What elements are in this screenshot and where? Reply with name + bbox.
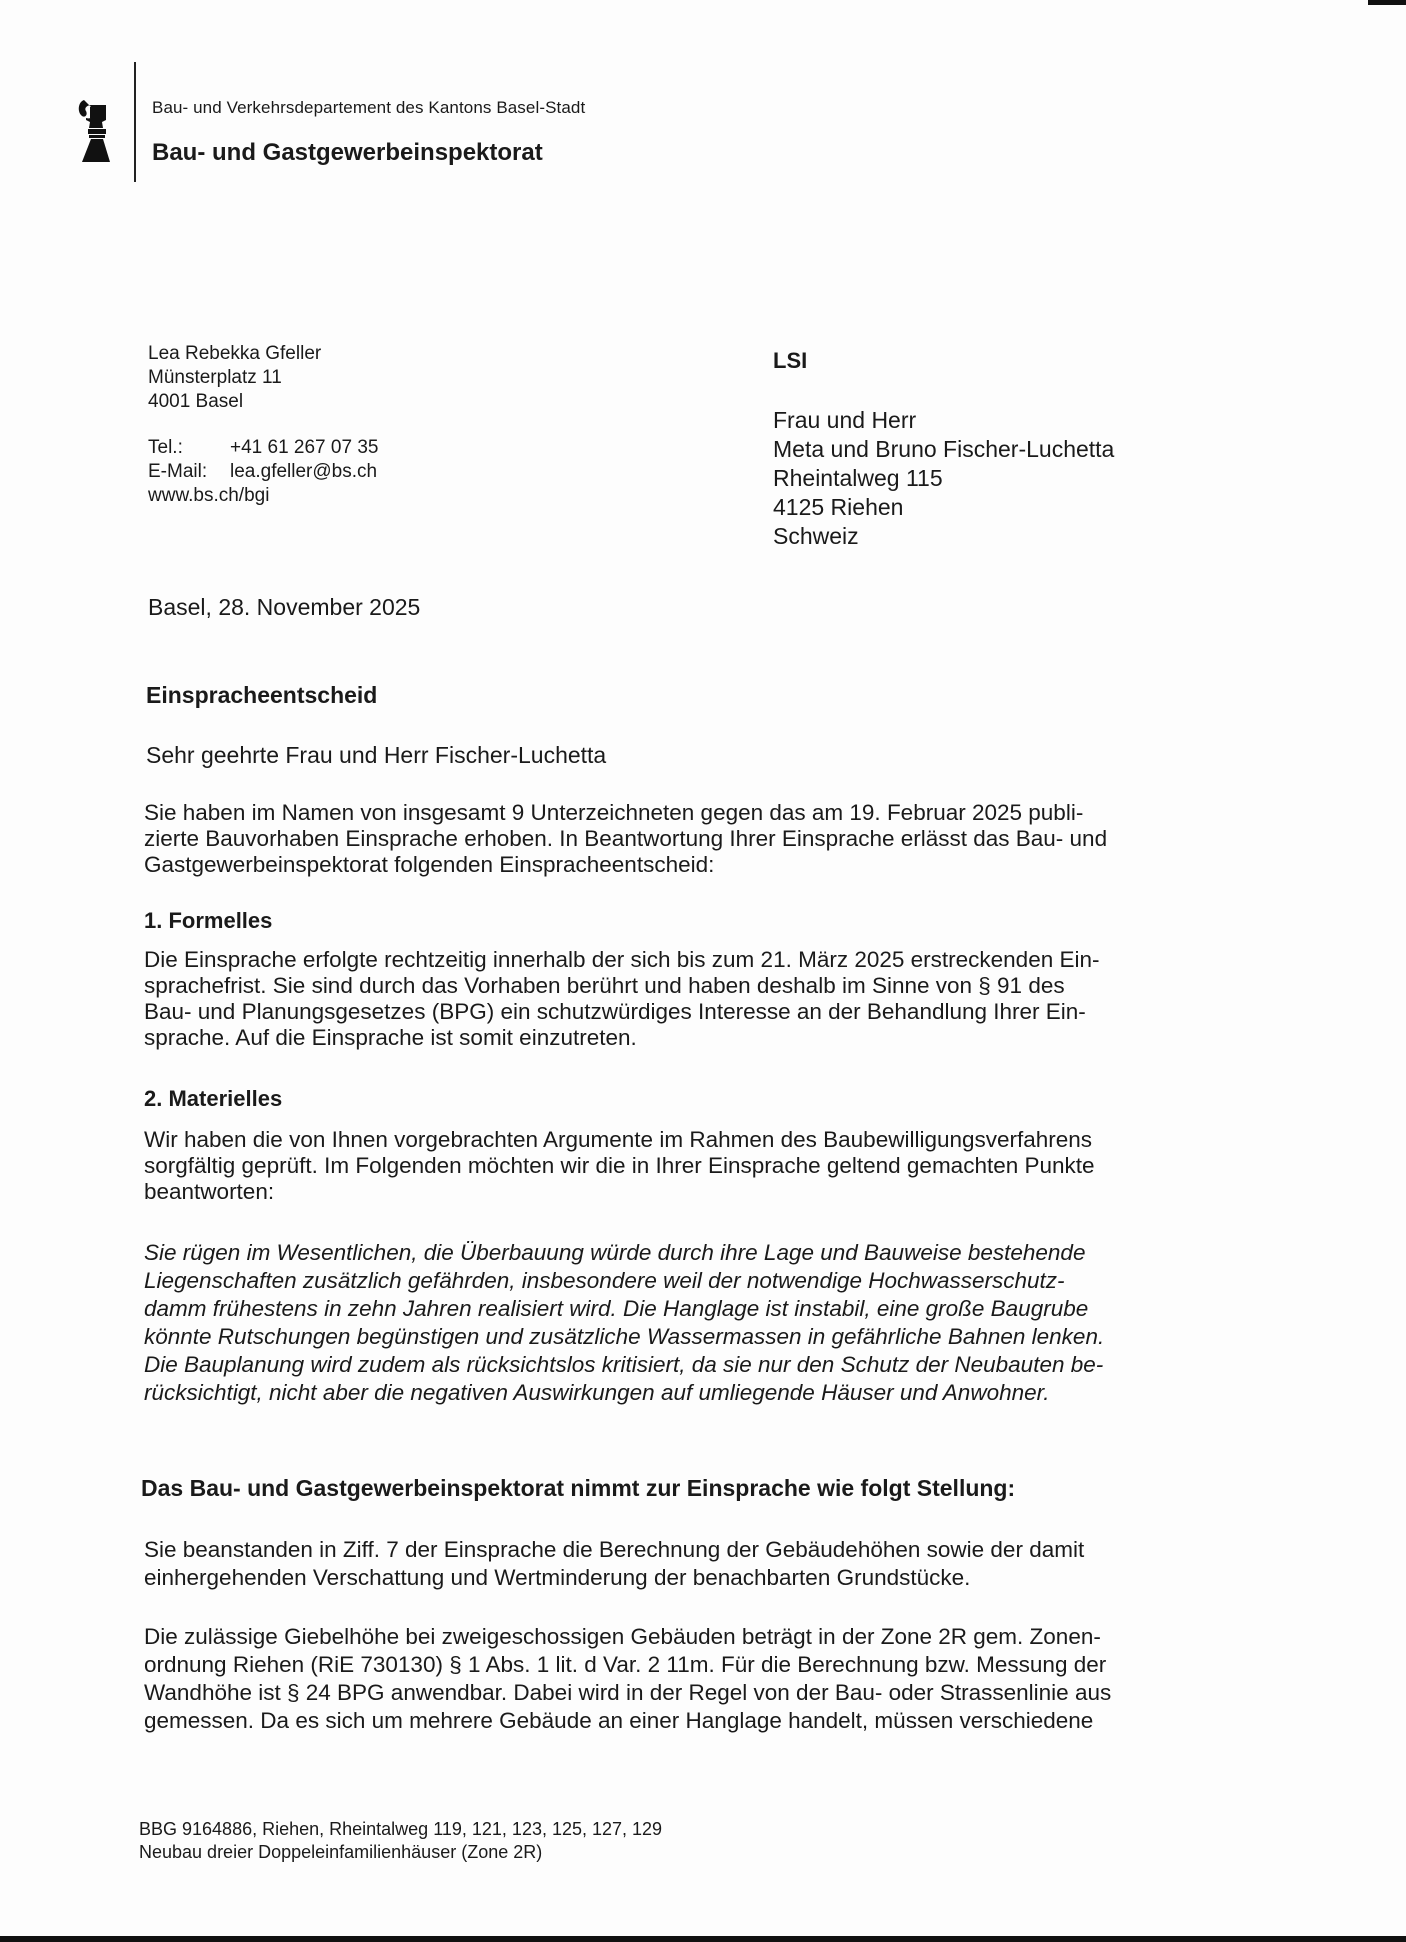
recipient-salutation-line: Frau und Herr [773, 407, 917, 433]
contact-email-row [148, 460, 378, 484]
recipient-address [773, 406, 1114, 551]
letter-salutation: Sehr geehrte Frau und Herr Fischer-Luchetta [146, 742, 607, 768]
letter-date: Basel, 28. November 2025 [148, 594, 421, 620]
statement-paragraph-2 [144, 1623, 1224, 1735]
text-line: sprachefrist. Sie sind durch das Vorhaben berührt und haben deshalb im Sinne von § 91 des [144, 973, 1065, 998]
contact-web-row [148, 484, 378, 508]
section-materielles-heading: 2. Materielles [144, 1086, 283, 1111]
phone-label: Tel.: [148, 437, 183, 458]
text-line: sprache. Auf die Einsprache ist somit einzutreten. [144, 1025, 637, 1050]
text-line: Die Einsprache erfolgte rechtzeitig innerhalb der sich bis zum 21. März 2025 erstreckenden Ein- [144, 947, 1100, 972]
text-line: rücksichtigt, nicht aber die negativen Auswirkungen auf umliegende Häuser und Anwohner. [144, 1380, 1050, 1405]
phone-value: +41 61 267 07 35 [230, 437, 379, 458]
header-divider [134, 62, 136, 182]
recipient-name: Meta und Bruno Fischer-Luchetta [773, 436, 1115, 462]
website: www.bs.ch/bgi [148, 485, 270, 506]
text-line: beantworten: [144, 1179, 275, 1204]
office-name: Bau- und Gastgewerbeinspektorat [152, 139, 543, 166]
text-line: Gastgewerbeinspektorat folgenden Einspracheentscheid: [144, 852, 715, 877]
statement-heading: Das Bau- und Gastgewerbeinspektorat nimmt zur Einsprache wie folgt Stellung: [141, 1475, 1016, 1501]
footer-reference: BBG 9164886, Riehen, Rheintalweg 119, 121, 123, 125, 127, 129 [139, 1819, 663, 1839]
text-line: Die Bauplanung wird zudem als rücksichtslos kritisiert, da sie nur den Schutz der Neubauten be- [144, 1352, 1104, 1377]
text-line: gemessen. Da es sich um mehrere Gebäude an einer Hanglage handelt, müssen verschiedene [144, 1708, 1094, 1733]
email-value: lea.gfeller@bs.ch [230, 461, 378, 482]
section-materielles-text [144, 1127, 1224, 1205]
recipient-city: 4125 Riehen [773, 494, 904, 520]
scan-edge-bottom [0, 1936, 1406, 1942]
recipient-street: Rheintalweg 115 [773, 465, 943, 491]
statement-paragraph-1 [144, 1536, 1224, 1592]
footer-project: Neubau dreier Doppeleinfamilienhäuser (Zone 2R) [139, 1842, 543, 1862]
recipient-country: Schweiz [773, 523, 859, 549]
text-line: könnte Rutschungen begünstigen und zusätzliche Wassermassen in gefährliche Bahnen lenken. [144, 1324, 1105, 1349]
text-line: Sie beanstanden in Ziff. 7 der Einsprache die Berechnung der Gebäudehöhen sowie der damit [144, 1537, 1085, 1562]
delivery-mark: LSI [773, 348, 808, 373]
objection-summary [144, 1239, 1224, 1407]
department-name: Bau- und Verkehrsdepartement des Kantons Basel-Stadt [152, 98, 586, 117]
sender-contact [148, 436, 378, 508]
sender-city: 4001 Basel [148, 391, 244, 412]
text-line: sorgfältig geprüft. Im Folgenden möchten wir die in Ihrer Einsprache geltend gemachten Punkte [144, 1153, 1095, 1178]
contact-phone-row [148, 436, 378, 460]
text-line: Sie rügen im Wesentlichen, die Überbauung würde durch ihre Lage und Bauweise bestehende [144, 1240, 1086, 1265]
scan-edge-corner [1368, 0, 1406, 5]
text-line: Liegenschaften zusätzlich gefährden, insbesondere weil der notwendige Hochwasserschutz- [144, 1268, 1065, 1293]
text-line: Die zulässige Giebelhöhe bei zweigeschossigen Gebäuden beträgt in der Zone 2R gem. Zonen- [144, 1624, 1101, 1649]
text-line: damm frühestens in zehn Jahren realisiert wird. Die Hanglage ist instabil, eine große Baugrube [144, 1296, 1089, 1321]
letter-subject: Einspracheentscheid [146, 682, 378, 708]
text-line: zierte Bauvorhaben Einsprache erhoben. In Beantwortung Ihrer Einsprache erlässt das Bau- und [144, 826, 1108, 851]
text-line: Wandhöhe ist § 24 BPG anwendbar. Dabei wird in der Regel von der Bau- oder Strassenlinie aus [144, 1680, 1112, 1705]
basel-crosier-logo [76, 98, 116, 164]
section-formelles-heading: 1. Formelles [144, 908, 273, 933]
text-line: Sie haben im Namen von insgesamt 9 Unterzeichneten gegen das am 19. Februar 2025 publi- [144, 800, 1084, 825]
text-line: einhergehenden Verschattung und Wertminderung der benachbarten Grundstücke. [144, 1565, 971, 1590]
page-footer [139, 1818, 662, 1864]
intro-paragraph [144, 800, 1224, 878]
text-line: ordnung Riehen (RiE 730130) § 1 Abs. 1 lit. d Var. 2 11m. Für die Berechnung bzw. Messung der [144, 1652, 1107, 1677]
sender-address [148, 342, 321, 414]
text-line: Bau- und Planungsgesetzes (BPG) ein schutzwürdiges Interesse an der Behandlung Ihrer Ein- [144, 999, 1086, 1024]
sender-name: Lea Rebekka Gfeller [148, 343, 322, 364]
section-formelles-text [144, 947, 1224, 1051]
email-label: E-Mail: [148, 461, 208, 482]
sender-street: Münsterplatz 11 [148, 367, 282, 388]
text-line: Wir haben die von Ihnen vorgebrachten Argumente im Rahmen des Baubewilligungsverfahrens [144, 1127, 1093, 1152]
